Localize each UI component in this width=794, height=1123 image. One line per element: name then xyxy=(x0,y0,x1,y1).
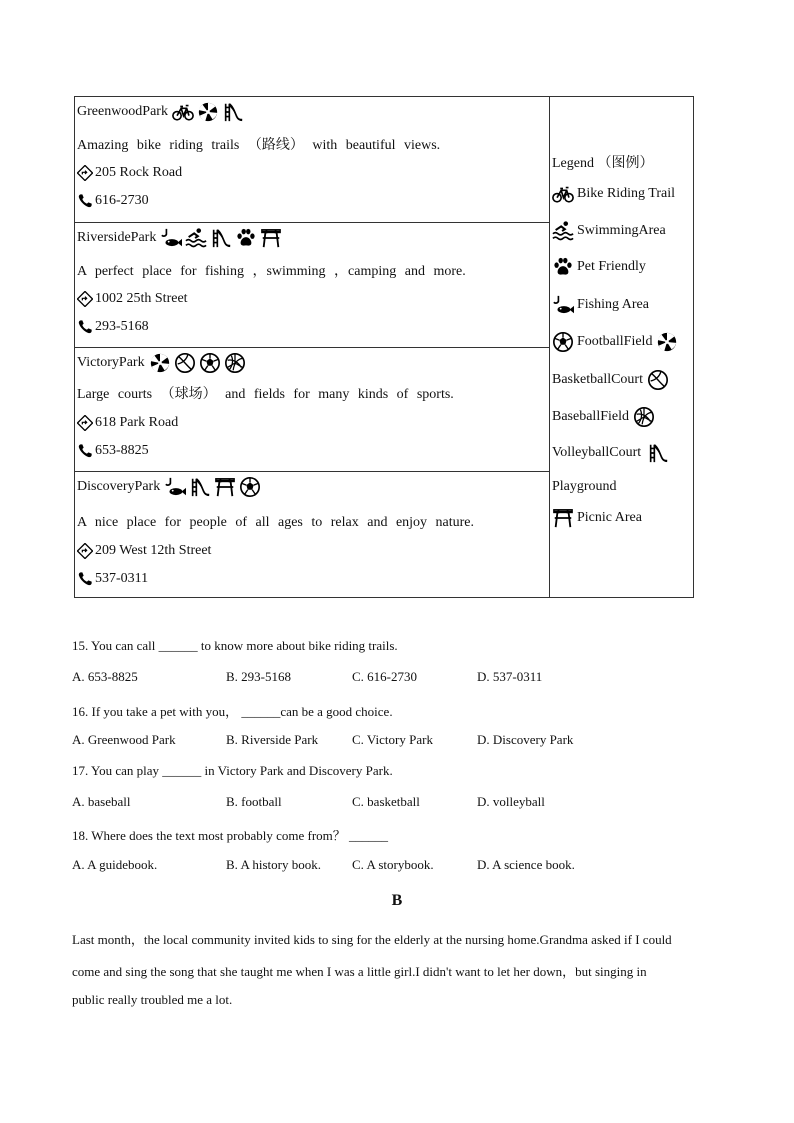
location-icon xyxy=(77,415,93,431)
park-heading xyxy=(77,352,249,374)
legend-item-basketball xyxy=(552,369,672,391)
park-phone-row xyxy=(77,316,149,338)
question-16-option-b: B. Riverside Park xyxy=(226,732,319,747)
park-greenwood xyxy=(75,97,549,222)
fishing-icon xyxy=(164,476,186,498)
question-18-option-c: C. A storybook. xyxy=(352,857,434,872)
paw-icon xyxy=(235,227,257,249)
park-description: Amazing bike riding trails （路线） with beautiful views. xyxy=(77,138,441,153)
question-16-option-a: A. Greenwood Park xyxy=(72,732,176,747)
legend-label: BaseballField xyxy=(552,409,629,424)
question-15-stem: 15. You can call ______ to know more about bike riding trails. xyxy=(72,638,398,653)
park-heading xyxy=(77,476,264,498)
basketball-icon xyxy=(174,352,196,374)
park-phone: 616-2730 xyxy=(95,193,149,208)
question-18-stem: 18. Where does the text most probably come from？ ______ xyxy=(72,828,389,843)
park-address-row xyxy=(77,162,182,184)
legend-item-football xyxy=(552,331,681,353)
picnic-table-icon xyxy=(260,227,282,249)
playground-slide-icon xyxy=(189,476,211,498)
park-discovery xyxy=(75,471,549,597)
phone-icon xyxy=(77,319,93,335)
legend-item-volleyball xyxy=(552,442,672,464)
question-17-option-a: A. baseball xyxy=(72,794,131,809)
passage-line-1: Last month，the local community invited kids to sing for the elderly at the nursing home.Grandma asked if I could xyxy=(72,932,672,947)
volleyball-icon xyxy=(633,406,655,428)
legend-column xyxy=(550,97,693,597)
question-18-option-b: B. A history book. xyxy=(226,857,321,872)
bike-icon xyxy=(172,101,194,123)
question-17-option-d: D. volleyball xyxy=(477,794,545,809)
fishing-icon xyxy=(552,294,574,316)
question-16-option-c: C. Victory Park xyxy=(352,732,433,747)
swimming-icon xyxy=(185,227,207,249)
legend-label: Pet Friendly xyxy=(577,259,646,274)
question-17-option-b: B. football xyxy=(226,794,282,809)
legend-label: BasketballCourt xyxy=(552,372,643,387)
park-address: 618 Park Road xyxy=(95,415,179,430)
location-icon xyxy=(77,165,93,181)
legend-label: SwimmingArea xyxy=(577,223,666,238)
legend-item-picnic xyxy=(552,507,642,529)
football-field-icon xyxy=(197,101,219,123)
legend-label: Fishing Area xyxy=(577,297,649,312)
park-name: DiscoveryPark xyxy=(77,479,161,494)
question-17-option-c: C. basketball xyxy=(352,794,420,809)
park-address: 205 Rock Road xyxy=(95,165,183,180)
volleyball-icon xyxy=(224,352,246,374)
basketball-icon xyxy=(647,369,669,391)
park-heading xyxy=(77,101,247,123)
park-address-row xyxy=(77,540,211,562)
soccer-ball-icon xyxy=(199,352,221,374)
passage-line-3: public really troubled me a lot. xyxy=(72,992,233,1007)
question-15-option-a: A. 653-8825 xyxy=(72,669,138,684)
legend-label: FootballField xyxy=(577,334,653,349)
park-address-row xyxy=(77,412,178,434)
location-icon xyxy=(77,291,93,307)
park-phone: 537-0311 xyxy=(95,571,149,586)
playground-slide-icon xyxy=(210,227,232,249)
park-address: 1002 25th Street xyxy=(95,291,188,306)
park-description: A perfect place for fishing ，swimming ，camping and more. xyxy=(77,264,466,279)
question-16-stem: 16. If you take a pet with you， ______can be a good choice. xyxy=(72,704,393,719)
location-icon xyxy=(77,543,93,559)
playground-slide-icon xyxy=(222,101,244,123)
park-heading xyxy=(77,227,285,249)
park-phone: 293-5168 xyxy=(95,319,149,334)
legend-label: VolleyballCourt xyxy=(552,445,642,460)
park-name: VictoryPark xyxy=(77,355,145,370)
soccer-ball-icon xyxy=(239,476,261,498)
park-name: GreenwoodPark xyxy=(77,104,168,119)
football-field-icon xyxy=(149,352,171,374)
park-victory xyxy=(75,347,549,471)
question-17-stem: 17. You can play ______ in Victory Park and Discovery Park. xyxy=(72,763,393,778)
swimming-icon xyxy=(552,220,574,242)
legend-item-bike xyxy=(552,183,675,205)
park-name: RiversidePark xyxy=(77,230,157,245)
phone-icon xyxy=(77,571,93,587)
park-description: A nice place for people of all ages to relax and enjoy nature. xyxy=(77,515,475,530)
park-phone-row xyxy=(77,440,149,462)
soccer-ball-icon xyxy=(552,331,574,353)
legend-label: Bike Riding Trail xyxy=(577,186,676,201)
park-info-table xyxy=(74,96,694,598)
picnic-table-icon xyxy=(214,476,236,498)
playground-slide-icon xyxy=(647,442,669,464)
passage-line-2: come and sing the song that she taught me when I was a little girl.I didn't want to let her down，but singing in xyxy=(72,964,647,979)
legend-item-baseball xyxy=(552,406,658,428)
question-15-option-d: D. 537-0311 xyxy=(477,669,543,684)
park-address: 209 West 12th Street xyxy=(95,543,212,558)
fishing-icon xyxy=(160,227,182,249)
legend-label: Picnic Area xyxy=(577,510,642,525)
parks-column xyxy=(75,97,550,597)
park-address-row xyxy=(77,288,188,310)
park-phone: 653-8825 xyxy=(95,443,149,458)
park-phone-row xyxy=(77,190,149,212)
legend-title: Legend （图例） xyxy=(552,156,654,171)
legend-item-swimming xyxy=(552,220,666,242)
phone-icon xyxy=(77,443,93,459)
park-riverside xyxy=(75,222,549,347)
park-phone-row xyxy=(77,568,148,590)
question-18-option-d: D. A science book. xyxy=(477,857,575,872)
legend-item-fishing xyxy=(552,294,649,316)
picnic-table-icon xyxy=(552,507,574,529)
bike-icon xyxy=(552,183,574,205)
paw-icon xyxy=(552,256,574,278)
section-b-heading: B xyxy=(391,892,403,909)
legend-item-pet xyxy=(552,256,646,278)
question-18-option-a: A. A guidebook. xyxy=(72,857,158,872)
football-field-icon xyxy=(656,331,678,353)
question-15-option-b: B. 293-5168 xyxy=(226,669,291,684)
question-15-option-c: C. 616-2730 xyxy=(352,669,417,684)
question-16-option-d: D. Discovery Park xyxy=(477,732,574,747)
park-description: Large courts （球场） and fields for many kinds of sports. xyxy=(77,387,454,402)
phone-icon xyxy=(77,193,93,209)
legend-item-playground: Playground xyxy=(552,479,617,494)
